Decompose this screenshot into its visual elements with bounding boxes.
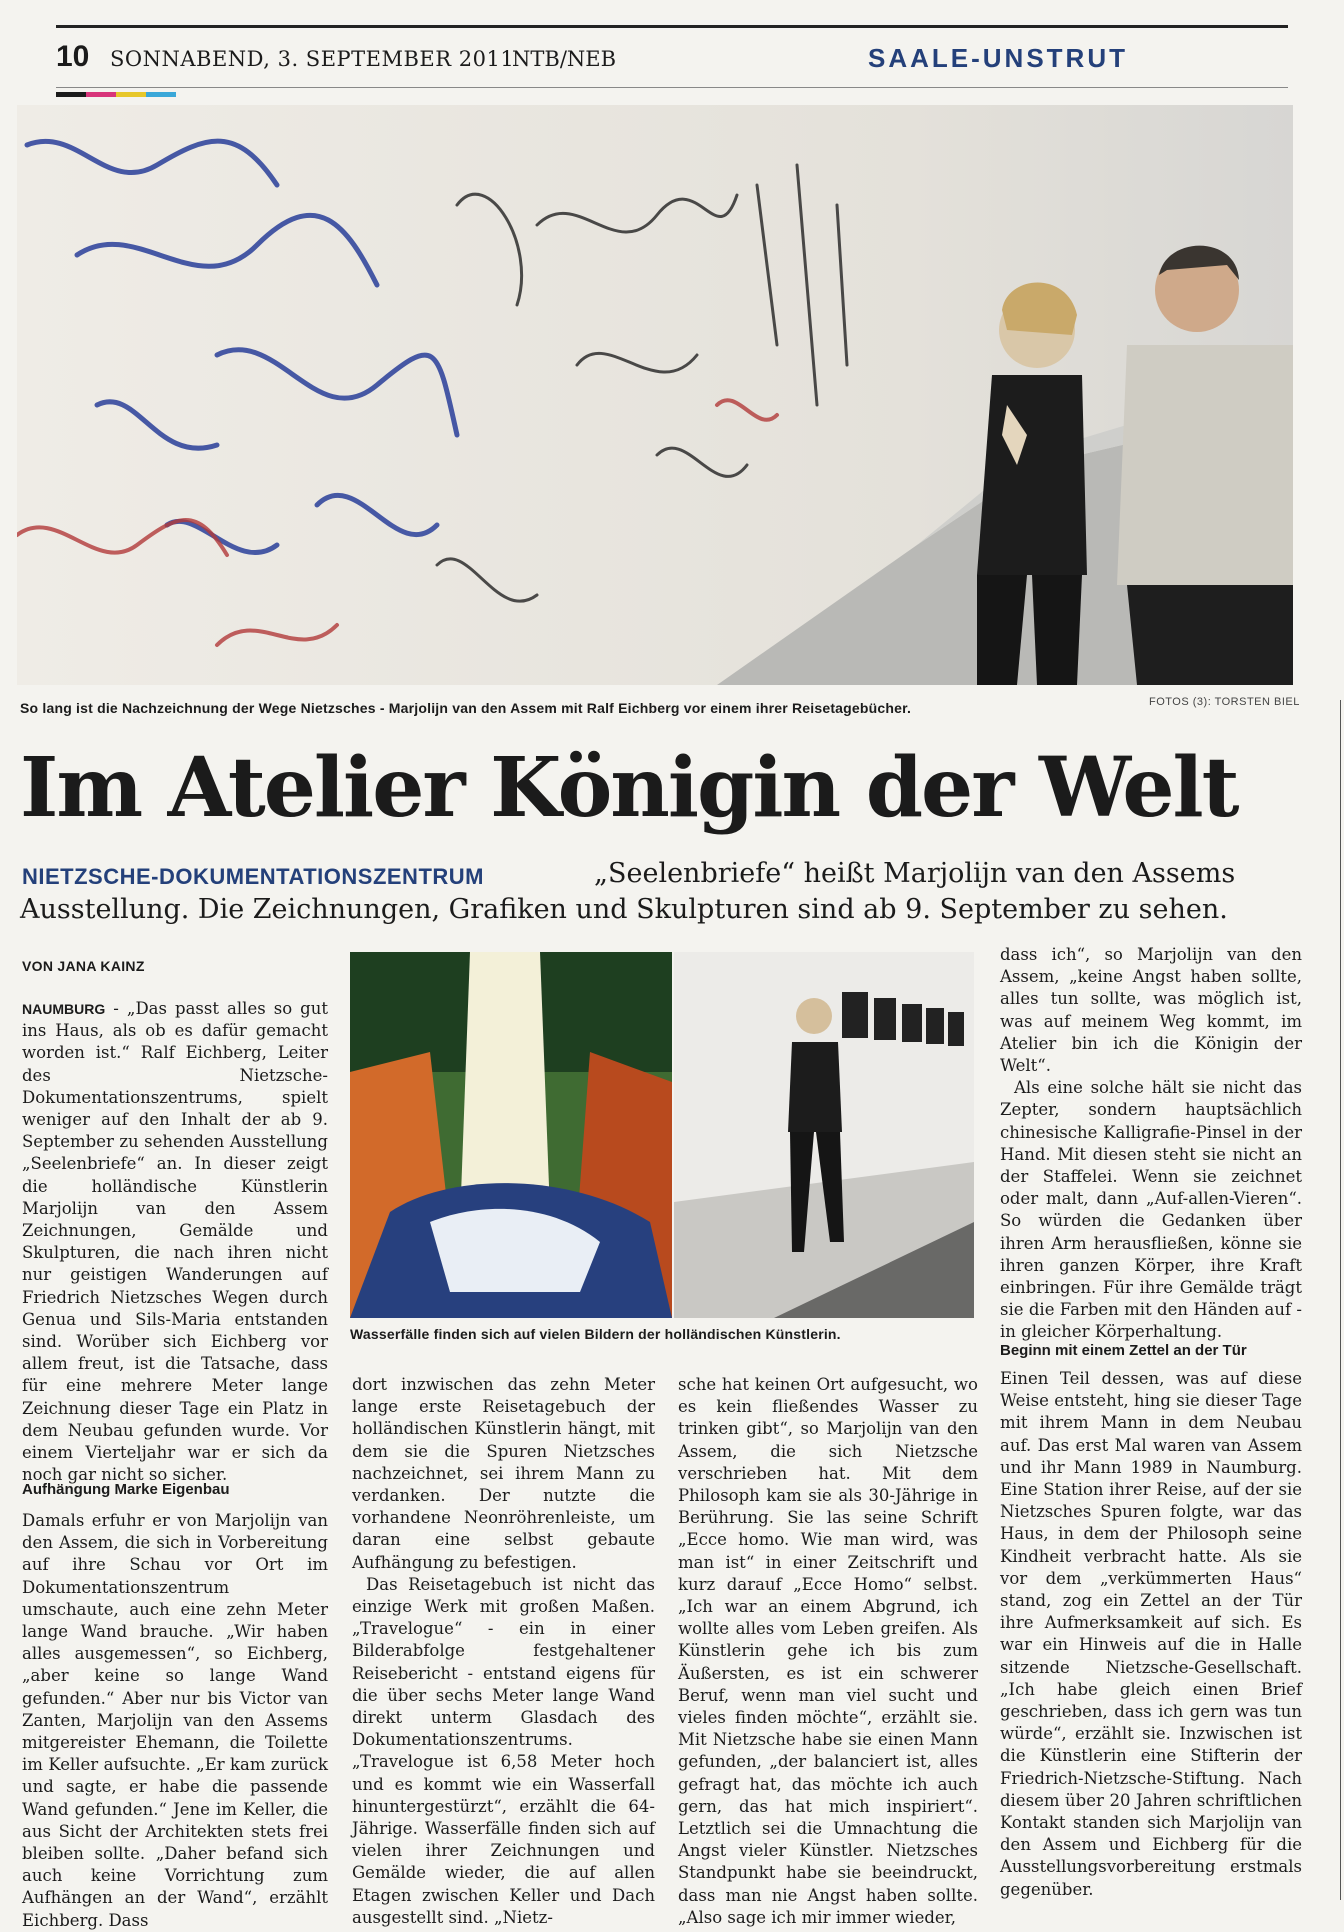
page-number: 10 <box>56 40 90 73</box>
byline: VON JANA KAINZ <box>22 958 145 974</box>
gallery-photo <box>674 952 974 1318</box>
article-text: sche hat keinen Ort aufgesucht, wo es kein fließendes Wasser zu trinken gibt“, so Marjolijn van den Assem, die sich Nietzsche verschrieben hat. Mit dem Philosoph kam sie als 30-Jährige in Berührung. Sie las seine Schrift „Ecce homo. Wie man wird, was man ist“ in einer Zeitschrift und kurz darauf „Ecce Homo“ selbst. „Ich war an einem Abgrund, ich wollte alles vom Leben greifen. Als Künstlerin gehe ich bis zum Äußersten, es ist ein schwerer Beruf, wenn man viel sucht und vieles finden möchte“, erzählt sie. Mit Nietzsche habe sie einen Mann gefunden, „der balanciert ist, alles gefragt hat, das möchte ich auch gern, das hat mich inspiriert“. Letztlich sei die Umnachtung die Angst vieler Künstler. Nietzsches Standpunkt habe sie beeindruckt, dass man nie Angst haben sollte. „Also sage ich mir immer wieder, <box>678 1375 978 1927</box>
page-fold-edge <box>1340 700 1341 1900</box>
gallery-wall-illustration <box>17 105 1293 685</box>
subheading-aufhaengung: Aufhängung Marke Eigenbau <box>22 1481 230 1498</box>
article-text: Einen Teil dessen, was auf diese Weise entsteht, hing sie dieser Tage mit ihrem Mann in dem Neubau auf. Das erst Mal waren van Assem und ihr Mann 1989 in Naumburg. Eine Station ihrer Reise, auf der sie Nietzsches Spuren folgte, war das Haus, in dem der Philosoph seine Kindheit verbracht hatte. Als sie vor dem „verkümmerten Haus“ stand, zog ein Zettel an der Tür ihre Aufmerksamkeit auf sich. Es war ein Hinweis auf die in Halle sitzende Nietzsche-Gesellschaft. „Ich habe gleich einen Brief geschrieben, dass ich gern was tun würde“, erzählt sie. Inzwischen ist die Künstlerin eine Stifterin der Friedrich-Nietzsche-Stiftung. Nach diesem über 20 Jahren schriftlichen Kontakt standen sich Marjolijn van den Assem und Eichberg für die Ausstellungsvorbereitung erstmals gegenüber. <box>1000 1369 1302 1899</box>
article-column-3 <box>678 1374 978 1929</box>
edition-code: NTB/NEB <box>512 47 617 71</box>
header-bottom-rule <box>56 87 1288 88</box>
article-column-1-bottom <box>22 1510 328 1932</box>
header-top-rule <box>56 25 1288 28</box>
headline: Im Atelier Königin der Welt <box>20 740 1238 836</box>
article-text: dass ich“, so Marjolijn van den Assem, „keine Angst haben sollte, alles tun sollte, was möglich ist, was auf meinem Weg kommt, im Atelier bin ich die Königin der Welt“. <box>1000 945 1302 1076</box>
article-column-1-top <box>22 998 328 1486</box>
article-column-2 <box>352 1374 655 1929</box>
photo-credit: FOTOS (3): TORSTEN BIEL <box>1149 696 1300 708</box>
inline-photo-caption: Wasserfälle finden sich auf vielen Bildern der holländischen Künstlerin. <box>350 1326 841 1342</box>
main-photo-caption: So lang ist die Nachzeichnung der Wege Nietzsches - Marjolijn van den Assem mit Ralf Eichberg vor einem ihrer Reisetagebücher. <box>20 700 912 716</box>
deck-line-1: „Seelenbriefe“ heißt Marjolijn van den Assems <box>594 858 1236 889</box>
article-text: dort inzwischen das zehn Meter lange erste Reisetagebuch der holländischen Künstlerin hängt, mit dem sie die Spuren Nietzsches nachzeichnet, sei ihrem Mann zu verdanken. Der nutzte die vorhandene Neonröhrenleiste, um daran eine selbst gebaute Aufhängung zu befestigen. <box>352 1375 655 1572</box>
main-photo <box>17 105 1293 685</box>
section-title: SAALE-UNSTRUT <box>868 43 1128 73</box>
article-text: Damals erfuhr er von Marjolijn van den Assem, die sich in Vorbereitung auf ihre Schau vor Ort im Dokumentationszentrum umschaute, auch eine zehn Meter lange Wand brauche. „Wir haben alles ausgemessen“, so Eichberg, „aber keine so lange Wand gefunden.“ Aber nur bis Victor van Zanten, Marjolijn van den Assems mitgereister Ehemann, die Toilette im Keller aufsuchte. „Er kam zurück und sagte, er habe die passende Wand gefunden.“ Jene im Keller, die aus Sicht der Architekten stets frei bleiben sollte. „Daher befand sich auch keine Vorrichtung zum Aufhängen an der Wand“, erzählt Eichberg. Dass <box>22 1511 328 1930</box>
waterfall-painting <box>350 952 672 1318</box>
kicker: NIETZSCHE-DOKUMENTATIONSZENTRUM <box>22 864 484 889</box>
subheading-beginn: Beginn mit einem Zettel an der Tür <box>1000 1342 1247 1359</box>
article-text: Das Reisetagebuch ist nicht das einzige Werk mit großen Maßen. „Travelogue“ - ein in einer Bilderabfolge festgehaltener Reisebericht - entstand eigens für die über sechs Meter lange Wand direkt unterm Glasdach des Dokumentationszentrums. „Travelogue ist 6,58 Meter hoch und es kommt wie ein Wasserfall hinuntergestürzt“, erzählt die 64-Jährige. Wasserfälle finden sich auf vielen ihrer Zeichnungen und Gemälde wieder, die auf allen Etagen zwischen Keller und Dach ausgestellt sind. „Nietz- <box>352 1574 655 1927</box>
article-text: Als eine solche hält sie nicht das Zepter, sondern hauptsächlich chinesische Kalligrafie-Pinsel in der Hand. Mit diesen steht sie nicht an der Staffelei. Wenn sie zeichnet oder malt, dann „Auf-allen-Vieren“. So würden die Gedanken über ihren Arm herausfließen, könne sie ihren ganzen Körper, ihre Kraft einbringen. Für ihre Gemälde trägt sie die Farben mit den Händen auf - in gleicher Körperhaltung. <box>1000 1078 1302 1342</box>
dateline-naumburg: NAUMBURG <box>22 1001 106 1017</box>
deck-line-2: Ausstellung. Die Zeichnungen, Grafiken und Skulpturen sind ab 9. September zu sehen. <box>20 894 1228 925</box>
article-column-4-bottom <box>1000 1368 1302 1901</box>
color-registration-bar <box>56 92 176 97</box>
article-text: - „Das passt alles so gut ins Haus, als ob es dafür gemacht worden ist.“ Ralf Eichberg, Leiter des Nietzsche-Dokumentationszentrums, spielt weniger auf den Inhalt der ab 9. September zu sehenden Ausstellung „Seelenbriefe“ an. In dieser zeigt die holländische Künstlerin Marjolijn van den Assem Zeichnungen, Gemälde und Skulpturen, die nach ihren nicht nur geistigen Wanderungen auf Friedrich Nietzsches Wegen durch Genua und Sils-Maria entstanden sind. Worüber sich Eichberg vor allem freut, ist die Tatsache, dass für eine mehrere Meter lange Zeichnung dieser Tage ein Platz in dem Neubau gefunden wurde. Vor einem Vierteljahr war er sich da noch gar nicht so sicher. <box>22 999 328 1485</box>
issue-date: SONNABEND, 3. SEPTEMBER 2011 <box>110 47 515 71</box>
article-column-4-top <box>1000 944 1302 1344</box>
